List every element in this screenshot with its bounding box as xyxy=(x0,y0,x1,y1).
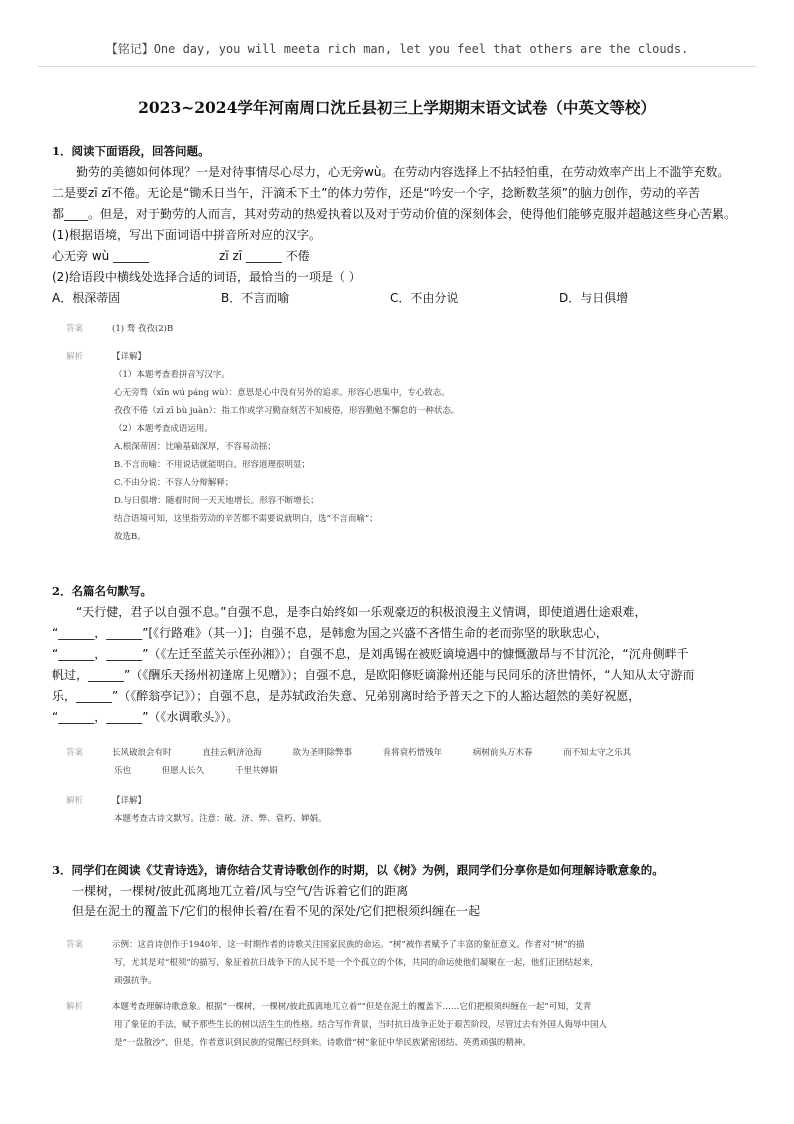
analysis-line: 【详解】 xyxy=(112,352,147,362)
option-b: B．不言而喻 xyxy=(221,291,290,305)
question-1-paragraph-line: 二是要zī zī不倦。无论是“锄禾日当午，汗滴禾下土”的体力劳作，还是“吟安一个字，捻断数茎须”的脑力创作，劳动的辛苦 xyxy=(52,186,700,200)
blank-wu: 心无旁 wù ______ xyxy=(52,249,150,263)
question-1 xyxy=(52,141,752,309)
header-divider xyxy=(38,66,756,67)
analysis-line: （2）本题考查成语运用。 xyxy=(114,424,213,434)
answer-item: 直挂云帆济沧海 xyxy=(202,748,262,758)
analysis-line: 是“一盘散沙”，但是，作者意识到民族的觉醒已经到来。诗歌借“树”象征中华民族紧密团结、英勇顽强的精神。 xyxy=(114,1038,531,1048)
question-1-sub1: (1)根据语境，写出下面词语中拼音所对应的汉字。 xyxy=(52,228,321,242)
analysis-line: 心无旁骛（xīn wú páng wù）：意思是心中没有另外的追求。形容心思集中，专心致志。 xyxy=(114,388,450,398)
analysis-line: 故选B。 xyxy=(114,532,146,542)
option-a: A．根深蒂固 xyxy=(52,291,121,305)
answer-label: 答案 xyxy=(66,940,84,950)
question-2-line: 帆过，______”（《酬乐天扬州初逢席上见赠》）；自强不息，是欧阳修贬谪滁州还能与民同乐的济世情怀，“人知从太守游而 xyxy=(52,668,695,682)
question-3-answer-block xyxy=(66,936,766,1052)
answer-text: (1) 骛 孜孜(2)B xyxy=(112,324,174,334)
question-3 xyxy=(52,860,752,921)
analysis-line: 本题考查古诗文默写。注意：破、济、弊、衰朽、婵娟。 xyxy=(114,814,327,824)
analysis-line: D.与日俱增：随着时间一天天地增长。形容不断增长； xyxy=(114,496,319,506)
poem-line: 一棵树，一棵树/彼此孤离地兀立着/风与空气/告诉着它们的距离 xyxy=(72,884,409,898)
answer-item: 病树前头万木春 xyxy=(472,748,533,758)
answer-item: 而不知太守之乐其 xyxy=(563,748,632,758)
analysis-line: 本题考查理解诗歌意象。根据“一棵树，一棵树/彼此孤离地兀立着”“但是在泥土的覆盖下……它们把根须纠缠在一起”可知，艾青 xyxy=(112,1002,592,1012)
answer-line: 顽强抗争。 xyxy=(114,976,157,986)
analysis-label: 解析 xyxy=(66,352,84,362)
blank-zizi: zī zī ______ 不倦 xyxy=(219,249,310,263)
question-1-paragraph-line: 勤劳的美德如何体现？一是对待事情尽心尽力，心无旁wù。在劳动内容选择上不拈轻怕重，在劳动效率产出上不滥竽充数。 xyxy=(76,165,730,179)
answer-item: 长风破浪会有时 xyxy=(112,748,172,758)
question-2-line: “______，______”（《左迁至蓝关示侄孙湘》）；自强不息，是刘禹锡在被贬谪境遇中的慷慨激昂与不甘沉沦，“沉舟侧畔千 xyxy=(52,647,689,661)
option-c: C．不由分说 xyxy=(390,291,459,305)
analysis-label: 解析 xyxy=(66,796,84,806)
analysis-line: 结合语境可知，这里指劳动的辛苦都不需要说就明白，选“不言而喻”； xyxy=(114,514,378,524)
question-2-line: “______，______”[《行路难》（其一）]；自强不息，是韩愈为国之兴盛不吝惜生命的老而弥坚的耿耿忠心， xyxy=(52,626,608,640)
question-2 xyxy=(52,581,752,728)
analysis-line: B.不言而喻：不用说话就能明白。形容道理很明显； xyxy=(114,460,310,470)
question-2-heading: 2．名篇名句默写。 xyxy=(52,584,153,598)
analysis-label: 解析 xyxy=(66,1002,84,1012)
page-header-motto: 【铭记】One day, you will meeta rich man, let you feel that others are the clouds. xyxy=(105,42,689,56)
exam-title: 2023~2024学年河南周口沈丘县初三上学期期末语文试卷（中英文等校） xyxy=(138,98,656,117)
answer-label: 答案 xyxy=(66,324,84,334)
question-2-answer-block xyxy=(66,744,766,828)
analysis-line: C.不由分说：不容人分辩解释； xyxy=(114,478,234,488)
option-d: D．与日俱增 xyxy=(559,291,629,305)
answer-item: 千里共婵娟 xyxy=(234,766,278,776)
question-3-heading: 3．同学们在阅读《艾青诗选》，请你结合艾青诗歌创作的时期，以《树》为例，跟同学们分享你是如何理解诗歌意象的。 xyxy=(52,863,664,877)
question-2-line: “______，______”（《水调歌头》）。 xyxy=(52,710,239,724)
answer-line: 写，尤其是对“根须”的描写，象征着抗日战争下的人民不是一个个孤立的个体，共同的命运使他们凝聚在一起，他们正团结起来， xyxy=(114,958,599,968)
analysis-line: 孜孜不倦（zī zī bù juàn）：指工作或学习勤奋刻苦不知疲倦，形容勤勉不懈怠的一种状态。 xyxy=(114,406,460,416)
analysis-line: 用了象征的手法，赋予那些生长的树以活生生的性格。结合写作背景，当时抗日战争正处于艰苦阶段，尽管过去有外国人侮辱中国人 xyxy=(114,1020,608,1030)
analysis-line: A.根深蒂固：比喻基础深厚，不容易动摇； xyxy=(114,442,276,452)
question-1-answer-block xyxy=(66,320,766,546)
question-2-line: 乐，______”（《醉翁亭记》）；自强不息，是苏轼政治失意、兄弟别离时给予普天之下的人豁达超然的美好祝愿， xyxy=(52,689,641,703)
answer-label: 答案 xyxy=(66,748,84,758)
analysis-line: （1）本题考查看拼音写汉字。 xyxy=(114,370,230,380)
answer-item: 但愿人长久 xyxy=(161,766,205,776)
poem-line: 但是在泥土的覆盖下/它们的根伸长着/在看不见的深处/它们把根须纠缠在一起 xyxy=(72,904,481,918)
question-2-line: “天行健，君子以自强不息。”自强不息，是李白始终如一乐观豪迈的积极浪漫主义情调，即使道遇仕途艰难， xyxy=(76,605,647,619)
answer-item: 欲为圣明除弊事 xyxy=(292,748,352,758)
answer-line: 示例：这首诗创作于1940年，这一时期作者的诗歌关注国家民族的命运。“树”被作者赋予了丰富的象征意义。作者对“树”的描 xyxy=(112,940,585,950)
answer-item: 乐也 xyxy=(114,766,132,776)
question-1-sub2: (2)给语段中横线处选择合适的词语，最恰当的一项是（ ） xyxy=(52,270,361,284)
analysis-line: 【详解】 xyxy=(112,796,147,806)
question-1-paragraph-line: 都____。但是，对于勤劳的人而言，其对劳动的热爱执着以及对于劳动价值的深刻体会，使得他们能够克服并超越这些身心苦累。 xyxy=(52,207,737,221)
question-1-heading: 1．阅读下面语段，回答问题。 xyxy=(52,144,210,158)
answer-item: 肯将衰朽惜残年 xyxy=(382,748,443,758)
